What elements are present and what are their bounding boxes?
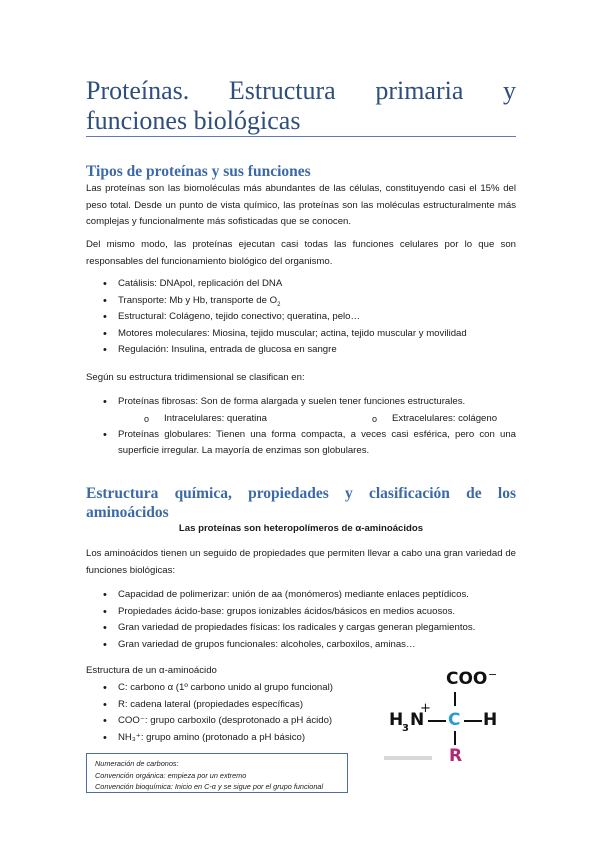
sub-bullet: o (144, 413, 150, 424)
list-item-text: Transporte: Mb y Hb, transporte de O (118, 294, 278, 306)
classification-list (86, 394, 516, 460)
functions-list (86, 276, 516, 359)
list-item: • R: cadena lateral (propiedades específicas) (86, 697, 366, 714)
note-box (86, 753, 348, 793)
page-title: Proteínas. Estructura primaria y funciones biológicas (86, 76, 516, 135)
title-rule (86, 136, 516, 137)
side-chain-label: R (449, 746, 463, 766)
list-item: • Regulación: Insulina, entrada de glucosa en sangre (86, 342, 516, 359)
list-item (86, 293, 516, 310)
amino-charge: + (420, 701, 431, 716)
note-line: Convención bioquímica: Inicio en C-α y se sigue por el grupo funcional (95, 782, 324, 791)
fibrous-sublist (86, 411, 516, 427)
paragraph-intro: Las proteínas son las biomoléculas más abundantes de las células, constituyendo casi el 15% del peso total. Desde un punto de vista químico, las proteínas son las moléculas estructuralmente más complejas y funcionalmente más sofisticadas que se conocen. (86, 183, 516, 227)
list-item: • NH₃⁺: grupo amino (protonado a pH básico) (86, 730, 366, 747)
paragraph-functions: Del mismo modo, las proteínas ejecutan casi todas las funciones celulares por lo que son responsables del funcionamiento biológico del organismo. (86, 239, 516, 267)
amino-h-label: H (389, 710, 404, 730)
carboxyl-label: COO (446, 669, 488, 689)
amino-subscript: 3 (402, 723, 409, 734)
bond-n-c (428, 720, 446, 722)
list-item: • Gran variedad de grupos funcionales: alcoholes, carboxilos, aminas… (86, 637, 516, 654)
note-line: Convención orgánica: empieza por un extremo (95, 771, 247, 780)
amino-acid-structure (368, 664, 518, 784)
section-heading-estructura: Estructura química, propiedades y clasificación de los aminoácidos (86, 485, 516, 521)
figure-caption-mark (384, 756, 432, 760)
bond-c-coo (454, 692, 456, 706)
sublist-item-extracelulares: Extracelulares: colágeno (392, 412, 498, 424)
properties-list (86, 587, 516, 653)
list-item: • Catálisis: DNApol, replicación del DNA (86, 276, 516, 293)
subscript: 2 (277, 301, 281, 308)
bond-c-h (464, 720, 482, 722)
paragraph-classification: Según su estructura tridimensional se clasifican en: (86, 372, 305, 383)
structure-list (86, 680, 366, 746)
list-item: • Motores moleculares: Miosina, tejido muscular; actina, tejido muscular y movilidad (86, 326, 516, 343)
section-subtitle: Las proteínas son heteropolímeros de α-aminoácidos (178, 523, 424, 534)
list-item: • COO⁻: grupo carboxilo (desprotonado a pH ácido) (86, 713, 366, 730)
list-item: • Proteínas globulares: Tienen una forma compacta, a veces casi esférica, pero con una superficie irregular. La mayoría de enzimas son globulares. (86, 427, 516, 460)
structure-heading: Estructura de un α-aminoácido (86, 665, 217, 676)
bond-c-r (454, 731, 456, 745)
hydrogen-label: H (483, 710, 498, 730)
list-item: • C: carbono α (1º carbono unido al grupo funcional) (86, 680, 366, 697)
amino-n-label: N (410, 710, 425, 730)
alpha-carbon-label: C (448, 710, 461, 730)
paragraph-properties: Los aminoácidos tienen un seguido de propiedades que permiten llevar a cabo una gran variedad de funciones biológicas: (86, 548, 516, 576)
list-item: • Gran variedad de propiedades físicas: los radicales y cargas generan plegamientos. (86, 620, 516, 637)
list-item: • Capacidad de polimerizar: unión de aa (monómeros) mediante enlaces peptídicos. (86, 587, 516, 604)
sublist-item-intracelulares: Intracelulares: queratina (164, 412, 267, 424)
sub-bullet: o (372, 413, 378, 424)
section-heading-tipos: Tipos de proteínas y sus funciones (86, 163, 311, 180)
carboxyl-charge: − (488, 668, 498, 681)
list-item: • Estructural: Colágeno, tejido conectivo; queratina, pelo… (86, 309, 516, 326)
note-line: Numeración de carbonos: (95, 759, 179, 768)
list-item: • Propiedades ácido-base: grupos ionizables ácidos/básicos en medios acuosos. (86, 604, 516, 621)
list-item: • Proteínas fibrosas: Son de forma alargada y suelen tener funciones estructurales. (86, 394, 516, 411)
